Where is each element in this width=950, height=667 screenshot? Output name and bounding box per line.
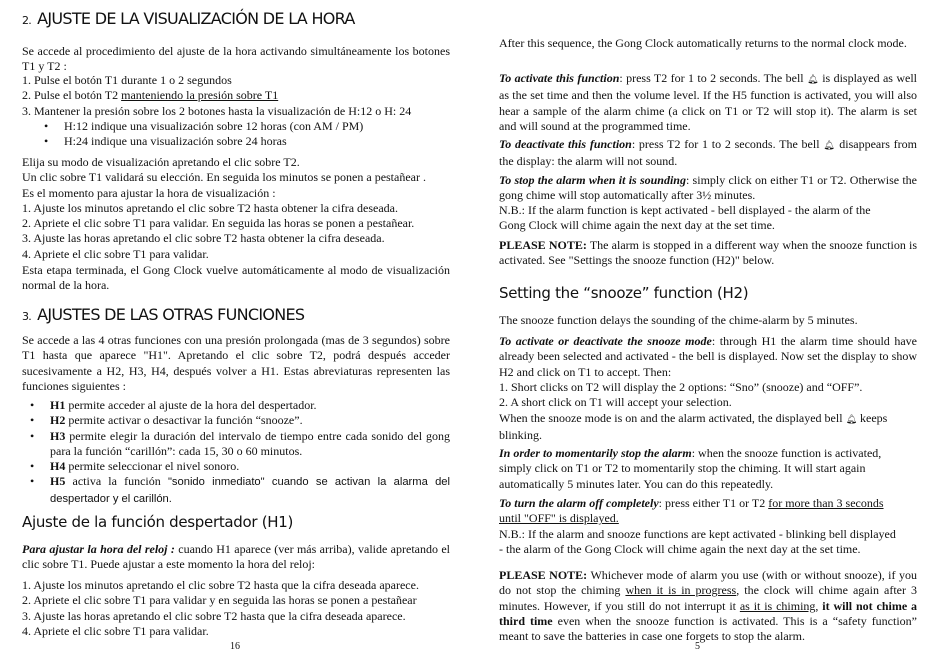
section-2-conclusion: Esta etapa terminada, el Gong Clock vuelve automáticamente al modo de visualización normal de la hora. [22,263,450,293]
bullet-h24: • H:24 indique una visualización sobre 24 horas [64,134,450,149]
bell-icon: 🔔︎ [807,75,819,85]
snooze-intro: The snooze function delays the sounding of the chime-alarm by 5 minutes. [499,313,858,327]
h1-section-heading: Ajuste de la función despertador (H1) [22,513,294,531]
momentary-stop-paragraph: In order to momentarily stop the alarm: when the snooze function is activated, simply click on T1 or T2 to momentarily stop the chiming. It will start again automatically 5 minutes later. You can do this repeatedly. [499,446,882,491]
snooze-heading: Setting the “snooze” function (H2) [499,284,749,302]
h1-section-intro: Para ajustar la hora del reloj : cuando H1 aparece (ver más arriba), valide apretando el clic sobre T1. Puede ajustar a este momento la hora del reloj: [22,542,451,572]
bell-icon: 🔔︎ [823,141,836,151]
page-number-left: 16 [230,641,240,652]
page-number-right: 5 [695,641,700,652]
section-2-steps: 1. Pulse el botón T1 durante 1 o 2 segundos 2. Pulse el botón T2 manteniendo la presión sobre T1 3. Mantener la presión sobre los 2 botones hasta la visualización de H:12 o H: 24 • H:12 indique una visualización sobre 12 horas (con AM / PM) • H:24 indique una visualización sobre 24 horas [22,73,450,149]
turn-off-paragraph: To turn the alarm off completely: press either T1 or T2 for more than 3 seconds until "OFF" is displayed. N.B.: If the alarm and snooze functions are kept activated - blinking bell displayed - the alarm of the Gong Clock will chime again the next day at the set time. [499,496,896,556]
snooze-steps: 1. Short clicks on T2 will display the 2 options: “Sno” (snooze) and “OFF”. 2. A short click on T1 will accept your selection. When the snooze mode is on and the alarm activated, the displayed bell 🔔︎ keeps blinking. [499,380,888,442]
activate-paragraph: To activate this function: press T2 for 1 to 2 seconds. The bell 🔔︎ is displayed as well as the set time and then the volume level. If the H5 function is activated, you will also hear a sample of the alarm chime (a click on T1 or T2 will stop it). The alarm is set and will sound at the programmed time. [499,71,917,133]
please-note-2: PLEASE NOTE: Whichever mode of alarm you use (with or without snooze), if you do not stop the chiming when it is in progress, the clock will chime again after 3 minutes. However, if you still do not interrupt it as it is chiming, it will not chime a third time even when the snooze function is activated. This is a “safety function” meant to save the batteries in case one forgets to stop the alarm. [499,568,918,644]
after-sequence-text: After this sequence, the Gong Clock automatically returns to the normal clock mode. [499,36,907,50]
bullet-h12: • H:12 indique una visualización sobre 12 horas (con AM / PM) [64,119,450,134]
snooze-activate-paragraph: To activate or deactivate the snooze mode: through H1 the alarm time should have already been selected and activated - the bell is displayed. Now set the display to show H2 and click on T1 to accept. Then: [499,334,917,379]
function-h5: • H5 activa la función "sonido inmediato" cuando se activan la alarma del despertador y el carillón. [50,474,450,507]
function-h3: • H3 permite elegir la duración del intervalo de tiempo entre cada sonido del gong para la función “carillón”: cada 15, 30 o 60 minutos. [50,429,450,460]
bell-icon: 🔔︎ [845,414,857,425]
stop-alarm-paragraph: To stop the alarm when it is sounding: simply click on either T1 or T2. Otherwise the gong chime will stop automatically after 3½ minutes. [499,173,918,203]
section-3-intro: Se accede a las 4 otras funciones con una presión prolongada (mas de 3 segundos) sobre T1 hasta que aparece "H1". Apretando el clic sobre T2, podrá después acceder sucesivamente a H2, H3, H4, después volver a H1. Estas abreviaturas representen las funciones siguientes : [22,333,450,393]
section-2-heading: 2. AJUSTE DE LA VISUALIZACIÓN DE LA HORA [22,9,355,28]
section-3-heading: 3. AJUSTES DE LAS OTRAS FUNCIONES [22,305,305,324]
function-h4: • H4 permite seleccionar el nivel sonoro. [50,459,450,474]
nb-paragraph-1: N.B.: If the alarm function is kept activated - bell displayed - the alarm of the Gong Clock will chime again the next day at the set time. [499,203,871,233]
section-2-procedure: Elija su modo de visualización apretando el clic sobre T2. Un clic sobre T1 validará su elección. En seguida los minutos se ponen a pestañear . Es el momento para ajustar la hora de visualización : 1. Ajuste los minutos apretando el clic sobre T2 hasta obtener la cifra deseada. 2. Apriete el clic sobre T1 para validar. En seguida las horas se ponen a pestañear. 3. Ajuste las horas apretando el clic sobre T2 hasta obtener la cifra deseada. 4. Apriete el clic sobre T1 para validar. [22,155,426,261]
function-h1: • H1 permite acceder al ajuste de la hora del despertador. [50,398,450,413]
please-note-1: PLEASE NOTE: The alarm is stopped in a different way when the snooze function is activated. See "Settings the snooze function (H2)" below. [499,238,917,268]
function-list [50,398,450,507]
h1-section-steps: 1. Ajuste los minutos apretando el clic sobre T2 hasta que la cifra deseada aparece. 2. Apriete el clic sobre T1 para validar y en seguida las horas se ponen a pestañear 3. Ajuste las horas apretando el clic sobre T2 hasta que la cifra deseada aparece. 4. Apriete el clic sobre T1 para validar. [22,578,419,638]
function-h2: • H2 permite activar o desactivar la función “snooze”. [50,413,450,428]
section-2-intro: Se accede al procedimiento del ajuste de la hora activando simultáneamente los botones T1 y T2 : [22,44,450,74]
deactivate-paragraph: To deactivate this function: press T2 for 1 to 2 seconds. The bell 🔔︎ disappears from the display: the alarm will not sound. [499,137,917,169]
